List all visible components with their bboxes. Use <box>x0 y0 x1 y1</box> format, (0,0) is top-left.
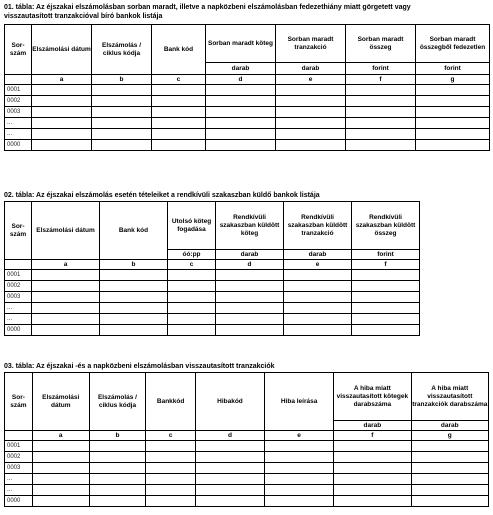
table-cell[interactable] <box>195 474 264 485</box>
table-cell[interactable] <box>146 452 196 463</box>
row-number: ... <box>5 303 32 314</box>
table-cell[interactable] <box>32 485 89 496</box>
t3-header-leiras: Hiba leírása <box>265 373 334 431</box>
t2-unit: darab <box>284 250 352 260</box>
table-cell[interactable] <box>146 496 196 507</box>
table-cell[interactable] <box>265 485 334 496</box>
table-cell[interactable] <box>152 140 206 151</box>
table-cell[interactable] <box>276 85 346 96</box>
table-cell[interactable] <box>152 85 206 96</box>
t1-letter: a <box>32 75 92 85</box>
t1-header-osszeg: Sorban maradt összeg <box>346 25 416 63</box>
table-cell[interactable] <box>334 452 411 463</box>
t2-header-date: Elszámolási dátum <box>32 202 100 260</box>
table1-title-line1: 01. tábla: Az éjszakai elszámolásban sorban maradt, illetve a napközbeni elszámolásban fedezethiány miatt görgetett vagy <box>4 4 411 11</box>
table3-title: 03. tábla: Az éjszakai -és a napközbeni elszámolásban visszautasított tranzakciók <box>4 363 275 370</box>
table-cell[interactable] <box>265 463 334 474</box>
table-cell[interactable] <box>216 292 284 303</box>
table-row <box>5 496 489 507</box>
table-cell[interactable] <box>346 107 416 118</box>
t1-header-date: Elszámolási dátum <box>32 25 92 75</box>
t2-letter-blank <box>5 260 32 270</box>
t1-letter: b <box>92 75 152 85</box>
row-number: 0001 <box>5 441 33 452</box>
t3-letter-blank <box>5 431 33 441</box>
table-cell[interactable] <box>100 325 168 336</box>
table-cell[interactable] <box>411 452 488 463</box>
table-cell[interactable] <box>265 474 334 485</box>
t1-letter-blank <box>5 75 32 85</box>
row-number: 0003 <box>5 463 33 474</box>
table-cell[interactable] <box>206 85 276 96</box>
table-cell[interactable] <box>416 129 490 140</box>
table-cell[interactable] <box>276 129 346 140</box>
table-cell[interactable] <box>352 281 420 292</box>
row-number: 0000 <box>5 496 33 507</box>
t2-unit: forint <box>352 250 420 260</box>
table-row <box>5 314 420 325</box>
t3-header-bank: Bankkód <box>146 373 196 431</box>
t1-unit: forint <box>346 63 416 75</box>
table-cell[interactable] <box>152 107 206 118</box>
table-cell[interactable] <box>346 129 416 140</box>
table-cell[interactable] <box>206 118 276 129</box>
table-cell[interactable] <box>92 140 152 151</box>
table-cell[interactable] <box>32 129 92 140</box>
table-cell[interactable] <box>89 463 146 474</box>
table-row <box>5 129 490 140</box>
table-cell[interactable] <box>352 314 420 325</box>
table-cell[interactable] <box>32 303 100 314</box>
table-cell[interactable] <box>334 485 411 496</box>
t2-letter: a <box>32 260 100 270</box>
t3-header-tranzakciok: A hiba miatt visszautasított tranzakciók darabszáma <box>411 373 488 421</box>
t2-header-osszeg: Rendkívüli szakaszban küldött összeg <box>352 202 420 250</box>
t3-header-hibakod: Hibakód <box>195 373 264 431</box>
table-cell[interactable] <box>32 496 89 507</box>
table-row <box>5 107 490 118</box>
table-cell[interactable] <box>89 485 146 496</box>
table-row <box>5 441 489 452</box>
t3-letter: f <box>334 431 411 441</box>
table-cell[interactable] <box>416 96 490 107</box>
t1-letter: d <box>206 75 276 85</box>
t1-header-bank: Bank kód <box>152 25 206 75</box>
table1 <box>4 24 490 151</box>
table-cell[interactable] <box>92 96 152 107</box>
table-cell[interactable] <box>346 118 416 129</box>
t1-unit: darab <box>206 63 276 75</box>
t2-header-koteg: Rendkívüli szakaszban küldött köteg <box>216 202 284 250</box>
table-cell[interactable] <box>152 129 206 140</box>
table-row <box>5 474 489 485</box>
t3-header-sorszam: Sor-szám <box>5 373 33 431</box>
table-row <box>5 463 489 474</box>
table-cell[interactable] <box>152 96 206 107</box>
t2-header-utolso: Utolsó köteg fogadása <box>168 202 216 250</box>
t2-letter: c <box>168 260 216 270</box>
table-cell[interactable] <box>168 325 216 336</box>
table-cell[interactable] <box>32 140 92 151</box>
t1-letter: c <box>152 75 206 85</box>
table-cell[interactable] <box>32 325 100 336</box>
table-cell[interactable] <box>265 496 334 507</box>
table-cell[interactable] <box>168 314 216 325</box>
table-row <box>5 96 490 107</box>
table-cell[interactable] <box>92 107 152 118</box>
t1-letter: e <box>276 75 346 85</box>
table-cell[interactable] <box>411 463 488 474</box>
row-number: 0003 <box>5 292 32 303</box>
table-cell[interactable] <box>146 463 196 474</box>
table-cell[interactable] <box>32 452 89 463</box>
table-cell[interactable] <box>206 140 276 151</box>
table-cell[interactable] <box>195 452 264 463</box>
t1-header-sorszam: Sor-szám <box>5 25 32 75</box>
table1-title-line2: visszautasított tranzakcióval bíró bankok listája <box>4 13 163 20</box>
table-cell[interactable] <box>92 85 152 96</box>
table-cell[interactable] <box>32 281 100 292</box>
table3 <box>4 372 489 507</box>
t3-letter: b <box>89 431 146 441</box>
t2-letter: f <box>352 260 420 270</box>
t1-letter: f <box>346 75 416 85</box>
t3-header-date: Elszámolási dátum <box>32 373 89 431</box>
row-number: ... <box>5 314 32 325</box>
table-cell[interactable] <box>92 118 152 129</box>
t1-header-tranzakcio: Sorban maradt tranzakció <box>276 25 346 63</box>
table-cell[interactable] <box>284 270 352 281</box>
table2 <box>4 201 420 336</box>
t1-letter: g <box>416 75 490 85</box>
table-cell[interactable] <box>216 270 284 281</box>
table-cell[interactable] <box>32 314 100 325</box>
t3-letter: g <box>411 431 488 441</box>
table-cell[interactable] <box>32 463 89 474</box>
t3-letter: a <box>32 431 89 441</box>
table-cell[interactable] <box>411 441 488 452</box>
table-row <box>5 140 490 151</box>
table-cell[interactable] <box>276 96 346 107</box>
table-cell[interactable] <box>100 281 168 292</box>
table-cell[interactable] <box>32 270 100 281</box>
table-cell[interactable] <box>265 452 334 463</box>
t3-letter: e <box>265 431 334 441</box>
table-cell[interactable] <box>89 452 146 463</box>
t3-letter: d <box>195 431 264 441</box>
table-row <box>5 485 489 496</box>
t2-unit: darab <box>216 250 284 260</box>
table-cell[interactable] <box>216 303 284 314</box>
table-cell[interactable] <box>346 140 416 151</box>
table-cell[interactable] <box>146 441 196 452</box>
table-cell[interactable] <box>416 107 490 118</box>
table-cell[interactable] <box>32 96 92 107</box>
table-cell[interactable] <box>334 441 411 452</box>
table-cell[interactable] <box>346 85 416 96</box>
row-number: 0000 <box>5 140 32 151</box>
table-cell[interactable] <box>284 314 352 325</box>
table-cell[interactable] <box>32 85 92 96</box>
table-cell[interactable] <box>411 485 488 496</box>
table-cell[interactable] <box>416 140 490 151</box>
t2-header-sorszam: Sor-szám <box>5 202 32 260</box>
table-cell[interactable] <box>100 270 168 281</box>
table-cell[interactable] <box>411 496 488 507</box>
table-cell[interactable] <box>146 485 196 496</box>
table-cell[interactable] <box>100 303 168 314</box>
table-cell[interactable] <box>284 325 352 336</box>
t3-letter: c <box>146 431 196 441</box>
t3-header-kotegek: A hiba miatt visszautasított kötegek darabszáma <box>334 373 411 421</box>
t2-letter: d <box>216 260 284 270</box>
row-number: ... <box>5 118 32 129</box>
table-cell[interactable] <box>416 85 490 96</box>
table-cell[interactable] <box>206 129 276 140</box>
table-cell[interactable] <box>100 292 168 303</box>
table-cell[interactable] <box>284 292 352 303</box>
table-cell[interactable] <box>352 292 420 303</box>
table-cell[interactable] <box>334 474 411 485</box>
t2-header-tranzakcio: Rendkívüli szakaszban küldött tranzakció <box>284 202 352 250</box>
table-cell[interactable] <box>276 118 346 129</box>
table-cell[interactable] <box>195 463 264 474</box>
table-cell[interactable] <box>334 463 411 474</box>
table-cell[interactable] <box>416 118 490 129</box>
table-cell[interactable] <box>206 96 276 107</box>
table-cell[interactable] <box>346 96 416 107</box>
row-number: ... <box>5 485 33 496</box>
row-number: 0001 <box>5 270 32 281</box>
table-row <box>5 452 489 463</box>
table-cell[interactable] <box>146 474 196 485</box>
t1-header-koteg: Sorban maradt köteg <box>206 25 276 63</box>
t3-unit: darab <box>411 421 488 431</box>
table-row <box>5 118 490 129</box>
table-cell[interactable] <box>168 292 216 303</box>
table-row <box>5 85 490 96</box>
table-cell[interactable] <box>216 325 284 336</box>
table-cell[interactable] <box>206 107 276 118</box>
table-cell[interactable] <box>276 140 346 151</box>
table-cell[interactable] <box>195 485 264 496</box>
table-cell[interactable] <box>32 107 92 118</box>
t1-header-fedezetlen: Sorban maradt összegből fedezetlen <box>416 25 490 63</box>
row-number: 0002 <box>5 281 32 292</box>
table-cell[interactable] <box>284 303 352 314</box>
table-cell[interactable] <box>89 441 146 452</box>
table-cell[interactable] <box>265 441 334 452</box>
table-row <box>5 270 420 281</box>
table-cell[interactable] <box>216 281 284 292</box>
table-cell[interactable] <box>152 118 206 129</box>
t1-unit: forint <box>416 63 490 75</box>
row-number: 0003 <box>5 107 32 118</box>
table-cell[interactable] <box>168 281 216 292</box>
t1-unit: darab <box>276 63 346 75</box>
t2-header-bank: Bank kód <box>100 202 168 260</box>
t2-letter: e <box>284 260 352 270</box>
table-cell[interactable] <box>32 118 92 129</box>
table-cell[interactable] <box>284 281 352 292</box>
table-cell[interactable] <box>89 496 146 507</box>
table-row <box>5 292 420 303</box>
table-cell[interactable] <box>168 303 216 314</box>
row-number: 0001 <box>5 85 32 96</box>
table-cell[interactable] <box>195 441 264 452</box>
table-row <box>5 325 420 336</box>
t2-unit: óó:pp <box>168 250 216 260</box>
table-cell[interactable] <box>89 474 146 485</box>
table-cell[interactable] <box>100 314 168 325</box>
row-number: 0002 <box>5 452 33 463</box>
table-cell[interactable] <box>32 292 100 303</box>
table2-title: 02. tábla: Az éjszakai elszámolás esetén tételeiket a rendkívüli szakaszban küldő bankok listája <box>4 192 320 199</box>
row-number: ... <box>5 474 33 485</box>
row-number: ... <box>5 129 32 140</box>
table-cell[interactable] <box>168 270 216 281</box>
table-cell[interactable] <box>216 314 284 325</box>
table-cell[interactable] <box>352 270 420 281</box>
table-cell[interactable] <box>411 474 488 485</box>
row-number: 0000 <box>5 325 32 336</box>
table-cell[interactable] <box>334 496 411 507</box>
t3-header-cycle: Elszámolás / ciklus kódja <box>89 373 146 431</box>
table-cell[interactable] <box>32 474 89 485</box>
table-cell[interactable] <box>276 107 346 118</box>
t3-unit: darab <box>334 421 411 431</box>
table-cell[interactable] <box>352 303 420 314</box>
row-number: 0002 <box>5 96 32 107</box>
table-row <box>5 303 420 314</box>
table-cell[interactable] <box>32 441 89 452</box>
table-cell[interactable] <box>92 129 152 140</box>
table-cell[interactable] <box>195 496 264 507</box>
table-cell[interactable] <box>352 325 420 336</box>
t1-header-cycle: Elszámolás / ciklus kódja <box>92 25 152 75</box>
table-row <box>5 281 420 292</box>
t2-letter: b <box>100 260 168 270</box>
